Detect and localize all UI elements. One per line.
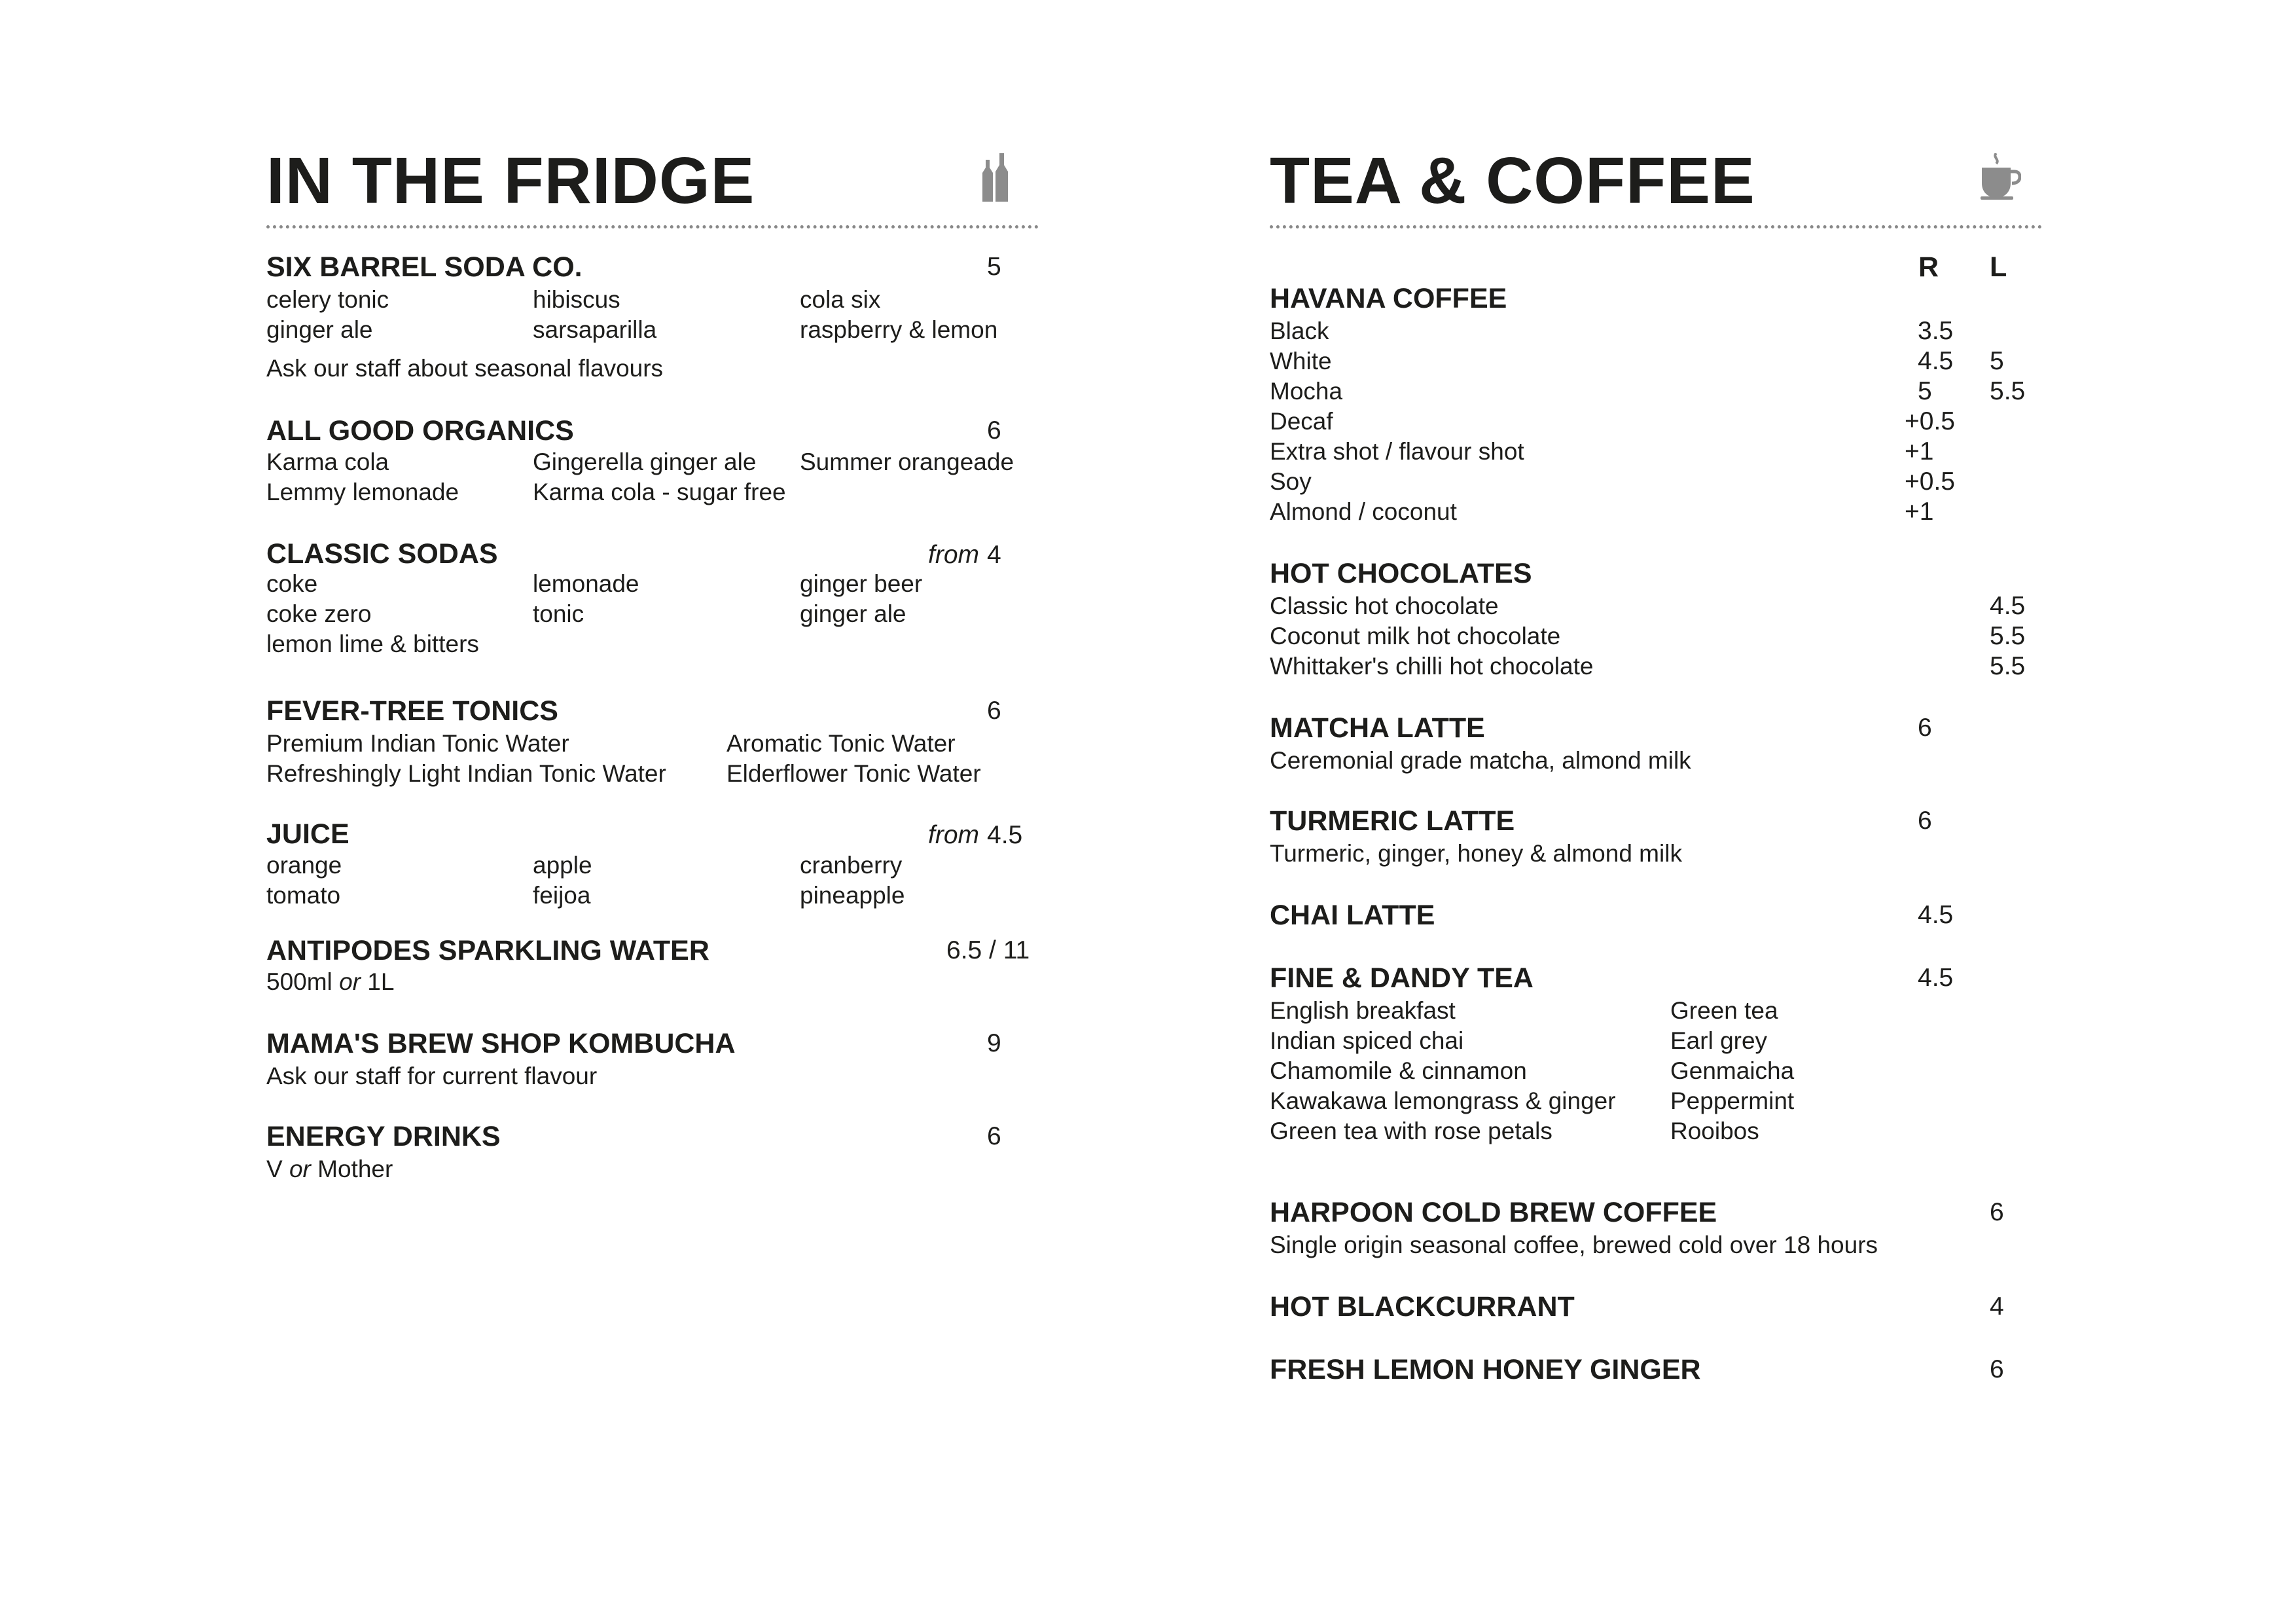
list-item: Kawakawa lemongrass & ginger: [1270, 1087, 1616, 1114]
havana-row-label: Almond / coconut: [1270, 498, 1457, 525]
list-item: lemonade: [533, 570, 639, 597]
list-item: Rooibos: [1670, 1118, 1759, 1144]
all-good-price: 6: [987, 416, 1001, 445]
or-word: or: [339, 968, 361, 995]
blackcurrant-heading: HOT BLACKCURRANT: [1270, 1291, 1575, 1322]
list-item: tonic: [533, 600, 584, 627]
list-item: Green tea: [1670, 997, 1778, 1024]
list-item: hibiscus: [533, 286, 620, 313]
fever-tree-heading: FEVER-TREE TONICS: [266, 695, 558, 727]
fine-dandy-heading: FINE & DANDY TEA: [1270, 962, 1534, 994]
turmeric-heading: TURMERIC LATTE: [1270, 805, 1515, 837]
antipodes-size-small: 500ml: [266, 968, 332, 995]
havana-row-regular: 5: [1918, 377, 1932, 405]
tea-divider: [1270, 225, 2042, 228]
list-item: ginger ale: [800, 600, 906, 627]
harpoon-desc: Single origin seasonal coffee, brewed cold over 18 hours: [1270, 1231, 1878, 1258]
list-item: Lemmy lemonade: [266, 479, 459, 505]
or-word: or: [289, 1156, 311, 1182]
havana-row-large: 5.5: [1990, 377, 2026, 405]
juice-price: 4.5: [987, 821, 1023, 849]
classic-sodas-heading: CLASSIC SODAS: [266, 538, 498, 570]
tea-title: TEA & COFFEE: [1270, 144, 1755, 217]
list-item: Refreshingly Light Indian Tonic Water: [266, 760, 666, 787]
havana-row-label: Decaf: [1270, 408, 1333, 435]
kombucha-note: Ask our staff for current flavour: [266, 1063, 598, 1089]
chai-price: 4.5: [1918, 901, 1954, 929]
hot-choc-row-label: Whittaker's chilli hot chocolate: [1270, 653, 1594, 680]
regular-size-header: R: [1918, 251, 1939, 283]
six-barrel-price: 5: [987, 253, 1001, 281]
fine-dandy-price: 4.5: [1918, 964, 1954, 992]
list-item: cola six: [800, 286, 881, 313]
list-item: sarsaparilla: [533, 316, 657, 343]
juice-from: from: [928, 821, 979, 849]
list-item: coke zero: [266, 600, 372, 627]
list-item: ginger beer: [800, 570, 923, 597]
classic-sodas-from: from: [928, 541, 979, 569]
classic-sodas-price: 4: [987, 541, 1001, 569]
energy-option-mother: Mother: [317, 1156, 393, 1182]
hot-choc-row-label: Classic hot chocolate: [1270, 593, 1499, 619]
bottles-icon: [982, 153, 1009, 202]
list-item: lemon lime & bitters: [266, 630, 479, 657]
energy-heading: ENERGY DRINKS: [266, 1121, 501, 1152]
list-item: Chamomile & cinnamon: [1270, 1057, 1527, 1084]
six-barrel-note: Ask our staff about seasonal flavours: [266, 355, 664, 382]
havana-row-regular: 3.5: [1918, 317, 1954, 345]
list-item: English breakfast: [1270, 997, 1456, 1024]
kombucha-price: 9: [987, 1029, 1001, 1057]
list-item: Premium Indian Tonic Water: [266, 730, 569, 757]
list-item: Green tea with rose petals: [1270, 1118, 1552, 1144]
havana-row-label: Extra shot / flavour shot: [1270, 438, 1524, 465]
list-item: Elderflower Tonic Water: [726, 760, 981, 787]
list-item: coke: [266, 570, 318, 597]
list-item: Aromatic Tonic Water: [726, 730, 956, 757]
list-item: Genmaicha: [1670, 1057, 1795, 1084]
havana-row-label: Soy: [1270, 468, 1312, 495]
harpoon-price: 6: [1990, 1198, 2004, 1226]
large-size-header: L: [1990, 251, 2007, 283]
turmeric-price: 6: [1918, 807, 1932, 835]
hot-choc-row-large: 5.5: [1990, 622, 2026, 650]
list-item: orange: [266, 852, 342, 879]
all-good-heading: ALL GOOD ORGANICS: [266, 415, 574, 447]
list-item: cranberry: [800, 852, 903, 879]
havana-row-regular: +0.5: [1905, 467, 1955, 496]
havana-row-regular: +1: [1905, 437, 1934, 465]
hot-chocolates-heading: HOT CHOCOLATES: [1270, 558, 1532, 589]
lemon-ginger-heading: FRESH LEMON HONEY GINGER: [1270, 1354, 1701, 1385]
coffee-cup-icon: [1981, 153, 2021, 200]
harpoon-heading: HARPOON COLD BREW COFFEE: [1270, 1197, 1717, 1228]
antipodes-price: 6.5 / 11: [946, 936, 1030, 964]
hot-choc-row-large: 5.5: [1990, 652, 2026, 680]
havana-row-regular: +0.5: [1905, 407, 1955, 435]
antipodes-sizes: [266, 968, 394, 996]
havana-row-regular: 4.5: [1918, 347, 1954, 375]
list-item: raspberry & lemon: [800, 316, 998, 343]
list-item: Indian spiced chai: [1270, 1027, 1464, 1054]
lemon-ginger-price: 6: [1990, 1355, 2004, 1383]
list-item: apple: [533, 852, 592, 879]
fever-tree-price: 6: [987, 697, 1001, 725]
list-item: Karma cola - sugar free: [533, 479, 786, 505]
matcha-desc: Ceremonial grade matcha, almond milk: [1270, 747, 1691, 774]
list-item: Peppermint: [1670, 1087, 1795, 1114]
juice-heading: JUICE: [266, 818, 350, 850]
list-item: feijoa: [533, 882, 591, 909]
havana-row-regular: +1: [1905, 498, 1934, 526]
list-item: Earl grey: [1670, 1027, 1768, 1054]
list-item: celery tonic: [266, 286, 389, 313]
blackcurrant-price: 4: [1990, 1292, 2004, 1321]
hot-choc-row-large: 4.5: [1990, 592, 2026, 620]
list-item: Summer orangeade: [800, 448, 1014, 475]
list-item: ginger ale: [266, 316, 373, 343]
matcha-heading: MATCHA LATTE: [1270, 712, 1485, 744]
list-item: tomato: [266, 882, 341, 909]
energy-options: [266, 1155, 393, 1184]
chai-heading: CHAI LATTE: [1270, 900, 1435, 931]
havana-row-label: Black: [1270, 318, 1329, 344]
havana-row-label: White: [1270, 348, 1332, 374]
havana-row-label: Mocha: [1270, 378, 1343, 405]
list-item: Gingerella ginger ale: [533, 448, 757, 475]
fridge-title: IN THE FRIDGE: [266, 144, 755, 217]
list-item: Karma cola: [266, 448, 389, 475]
energy-option-v: V: [266, 1156, 283, 1182]
fridge-divider: [266, 225, 1039, 228]
six-barrel-heading: SIX BARREL SODA CO.: [266, 251, 583, 283]
turmeric-desc: Turmeric, ginger, honey & almond milk: [1270, 840, 1682, 867]
hot-choc-row-label: Coconut milk hot chocolate: [1270, 623, 1561, 649]
kombucha-heading: MAMA'S BREW SHOP KOMBUCHA: [266, 1028, 736, 1059]
antipodes-size-large: 1L: [367, 968, 395, 995]
matcha-price: 6: [1918, 714, 1932, 742]
energy-price: 6: [987, 1122, 1001, 1150]
list-item: pineapple: [800, 882, 905, 909]
havana-heading: HAVANA COFFEE: [1270, 283, 1507, 314]
havana-row-large: 5: [1990, 347, 2004, 375]
antipodes-heading: ANTIPODES SPARKLING WATER: [266, 935, 709, 966]
